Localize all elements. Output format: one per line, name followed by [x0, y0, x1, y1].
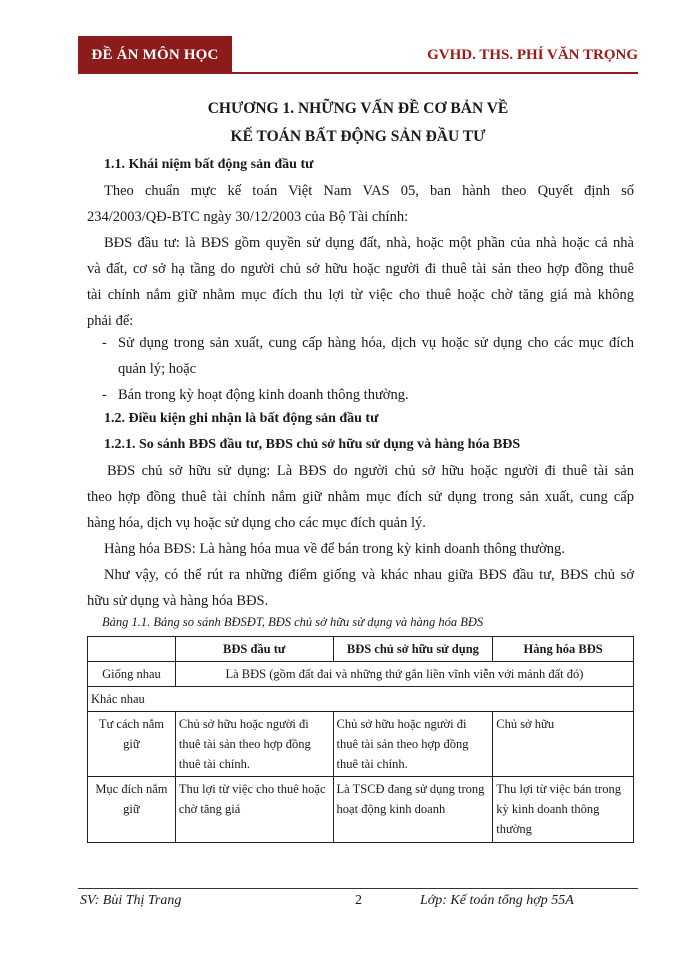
paragraph-line: hữu sử dụng và hàng hóa BĐS. — [87, 593, 269, 609]
bullet-item: Bán trong kỳ hoạt động kinh doanh thông thường. — [118, 387, 409, 403]
table-cell: Chủ sở hữu hoặc người đi thuê tài sản theo hợp đồng thuê tài chính. — [333, 712, 493, 777]
table-header-cell: BĐS chủ sở hữu sử dụng — [333, 637, 493, 662]
table-row — [88, 712, 634, 777]
paragraph-line: BĐS chủ sở hữu sử dụng: Là BĐS do người chủ sở hữu hoặc người đi thuê tài sản — [107, 463, 634, 479]
paragraph-line: 234/2003/QĐ-BTC ngày 30/12/2003 của Bộ Tài chính: — [87, 209, 409, 225]
page-header — [78, 36, 638, 74]
chapter-title-line-2: KẾ TOÁN BẤT ĐỘNG SẢN ĐẦU TƯ — [230, 128, 486, 145]
paragraph-line: theo hợp đồng thuê tài chính nắm giữ nhằm mục đích sử dụng trong sản xuất, cung cấp — [87, 489, 634, 505]
course-badge: ĐỀ ÁN MÔN HỌC — [78, 36, 232, 74]
paragraph-line: Như vậy, có thể rút ra những điểm giống và khác nhau giữa BĐS đầu tư, BĐS chủ sở — [104, 567, 634, 583]
paragraph-line: BĐS đầu tư: là BĐS gồm quyền sử dụng đất, nhà, hoặc một phần của nhà hoặc cả nhà — [104, 235, 634, 251]
table-row-label: Giống nhau — [88, 662, 176, 687]
page-number: 2 — [355, 893, 362, 908]
table-cell: Là BĐS (gồm đất đai và những thứ gắn liền vĩnh viễn với mảnh đất đó) — [175, 662, 633, 687]
comparison-table — [87, 636, 634, 843]
table-header-row — [88, 637, 634, 662]
footer-divider — [78, 888, 638, 889]
table-caption: Bảng 1.1. Bảng so sánh BĐSĐT, BĐS chủ sở hữu sử dụng và hàng hóa BĐS — [102, 615, 484, 629]
table-cell: Thu lợi từ việc bán trong kỳ kinh doanh thông thường — [493, 777, 634, 843]
table-header-cell — [88, 637, 176, 662]
bullet-item-continued: quản lý; hoặc — [118, 361, 197, 377]
table-row-label: Mục đích nắm giữ — [88, 777, 176, 843]
section-heading-1-1: 1.1. Khái niệm bất động sản đầu tư — [104, 157, 314, 172]
table-row-label: Tư cách nắm giữ — [88, 712, 176, 777]
table-cell: Là TSCĐ đang sử dụng trong hoạt động kinh doanh — [333, 777, 493, 843]
bullet-dash: - — [102, 387, 107, 403]
paragraph-line: Hàng hóa BĐS: Là hàng hóa mua về để bán trong kỳ kinh doanh thông thường. — [104, 541, 565, 557]
table-row — [88, 662, 634, 687]
table-row-label: Khác nhau — [88, 687, 634, 712]
table-cell: Chủ sở hữu hoặc người đi thuê tài sản theo hợp đồng thuê tài chính. — [175, 712, 333, 777]
table-row — [88, 777, 634, 843]
section-heading-1-2-1: 1.2.1. So sánh BĐS đầu tư, BĐS chủ sở hữu sử dụng và hàng hóa BĐS — [104, 437, 521, 452]
supervisor-label: GVHD. THS. PHÍ VĂN TRỌNG — [427, 47, 638, 63]
table-header-cell: Hàng hóa BĐS — [493, 637, 634, 662]
table-cell: Thu lợi từ việc cho thuê hoặc chờ tăng giá — [175, 777, 333, 843]
bullet-item: Sử dụng trong sản xuất, cung cấp hàng hóa, dịch vụ hoặc sử dụng cho các mục đích — [118, 335, 634, 351]
paragraph-line: Theo chuẩn mực kế toán Việt Nam VAS 05, ban hành theo Quyết định số — [104, 183, 634, 199]
table-header-cell: BĐS đầu tư — [175, 637, 333, 662]
table-cell: Chủ sở hữu — [493, 712, 634, 777]
paragraph-line: phải để: — [87, 313, 134, 329]
class-name: Lớp: Kế toán tổng hợp 55A — [420, 893, 574, 908]
paragraph-line: và đất, cơ sở hạ tầng do người chủ sở hữu hoặc người đi thuê tài sản theo hợp đồng thuê — [87, 261, 634, 277]
chapter-title-line-1: CHƯƠNG 1. NHỮNG VẤN ĐỀ CƠ BẢN VỀ — [207, 100, 509, 117]
bullet-dash: - — [102, 335, 107, 351]
table-row — [88, 687, 634, 712]
section-heading-1-2: 1.2. Điều kiện ghi nhận là bất động sản đầu tư — [104, 411, 379, 426]
student-name: SV: Bùi Thị Trang — [80, 893, 182, 908]
paragraph-line: tài chính nắm giữ nhằm mục đích thu lợi từ việc cho thuê hoặc chờ tăng giá mà không — [87, 287, 634, 303]
paragraph-line: hàng hóa, dịch vụ hoặc sử dụng cho các mục đích quản lý. — [87, 515, 426, 531]
